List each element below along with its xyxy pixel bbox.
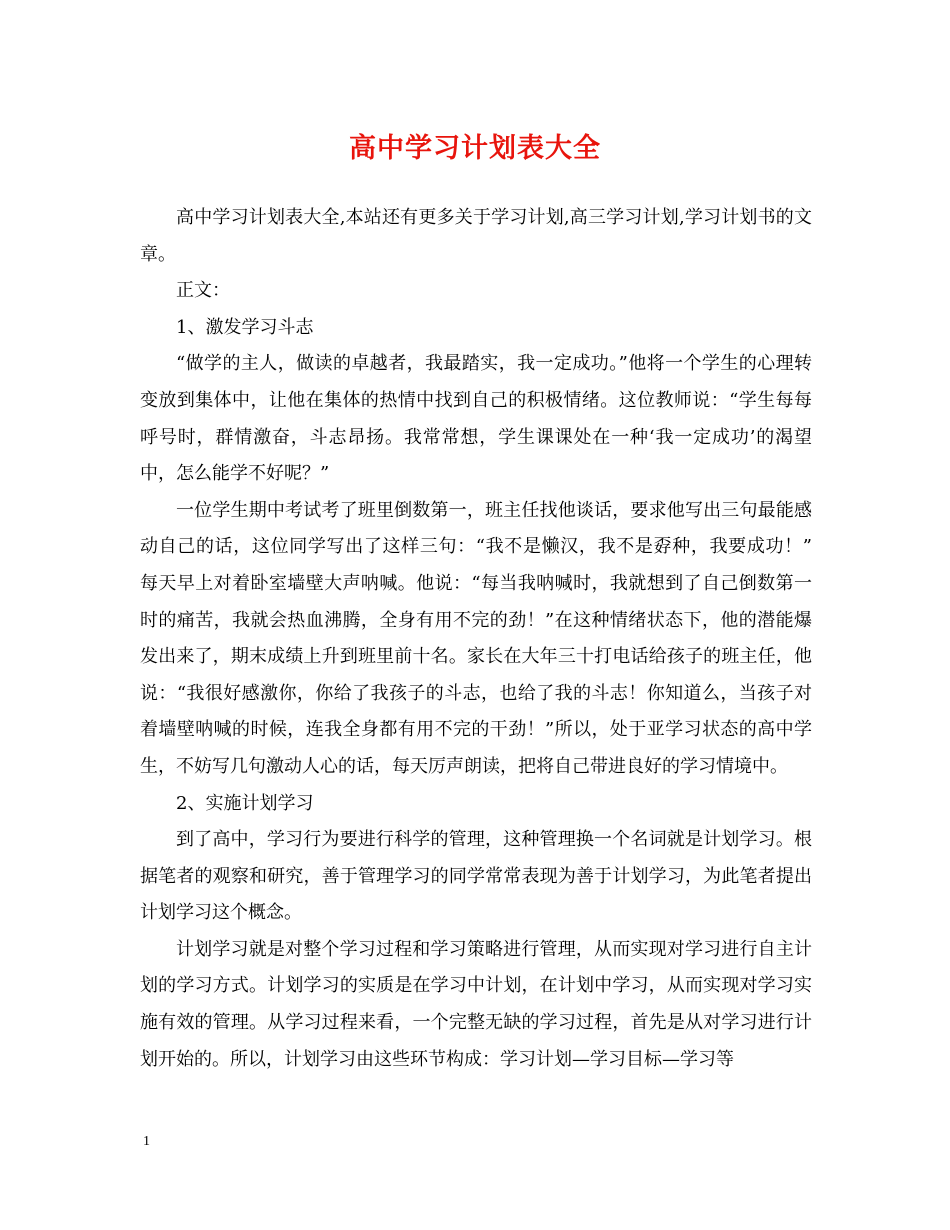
page-number: 1 [143,1134,150,1149]
section-heading-2: 2、实施计划学习 [176,792,314,814]
body-paragraph: 到了高中，学习行为要进行科学的管理，这种管理换一个名词就是计划学习。根据笔者的观察和研究，善于管理学习的同学常常表现为善于计划学习，为此笔者提出计划学习这个概念。 [140,829,812,924]
intro-paragraph: 高中学习计划表大全,本站还有更多关于学习计划,高三学习计划,学习计划书的文章。 [140,207,812,265]
section-heading-1: 1、激发学习斗志 [176,316,314,338]
document-title: 高中学习计划表大全 [349,133,601,164]
body-label: 正文： [176,280,230,302]
body-paragraph: 一位学生期中考试考了班里倒数第一，班主任找他谈话，要求他写出三句最能感动自己的话，这位同学写出了这样三句：“我不是懒汉，我不是孬种，我要成功！” 每天早上对着卧室墙壁大声呐喊。他说：“每当我呐喊时，我就想到了自己倒数第一时的痛苦，我就会热血沸腾，全身有用不完的劲！”在这种情绪状态下，他的潜能爆发出来了，期末成绩上升到班里前十名。家长在大年三十打电话给孩子的班主任，他说：“我很好感激你，你给了我孩子的斗志，也给了我的斗志！你知道么，当孩子对着墙壁呐喊的时候，连我全身都有用不完的干劲！”所以，处于亚学习状态的高中学生，不妨写几句激动人心的话，每天厉声朗读，把将自己带进良好的学习情境中。 [140,499,812,777]
body-paragraph: 计划学习就是对整个学习过程和学习策略进行管理，从而实现对学习进行自主计划的学习方式。计划学习的实质是在学习中计划，在计划中学习，从而实现对学习实施有效的管理。从学习过程来看，一个完整无缺的学习过程，首先是从对学习进行计划开始的。所以，计划学习由这些环节构成：学习计划—学习目标—学习等 [140,938,812,1070]
document-body [140,200,812,1078]
body-paragraph: “做学的主人，做读的卓越者，我最踏实，我一定成功。”他将一个学生的心理转变放到集体中，让他在集体的热情中找到自己的积极情绪。这位教师说：“学生每每呼号时，群情激奋，斗志昂扬。我常常想，学生课课处在一种‘我一定成功’的渴望中，怎么能学不好呢？” [140,353,812,485]
